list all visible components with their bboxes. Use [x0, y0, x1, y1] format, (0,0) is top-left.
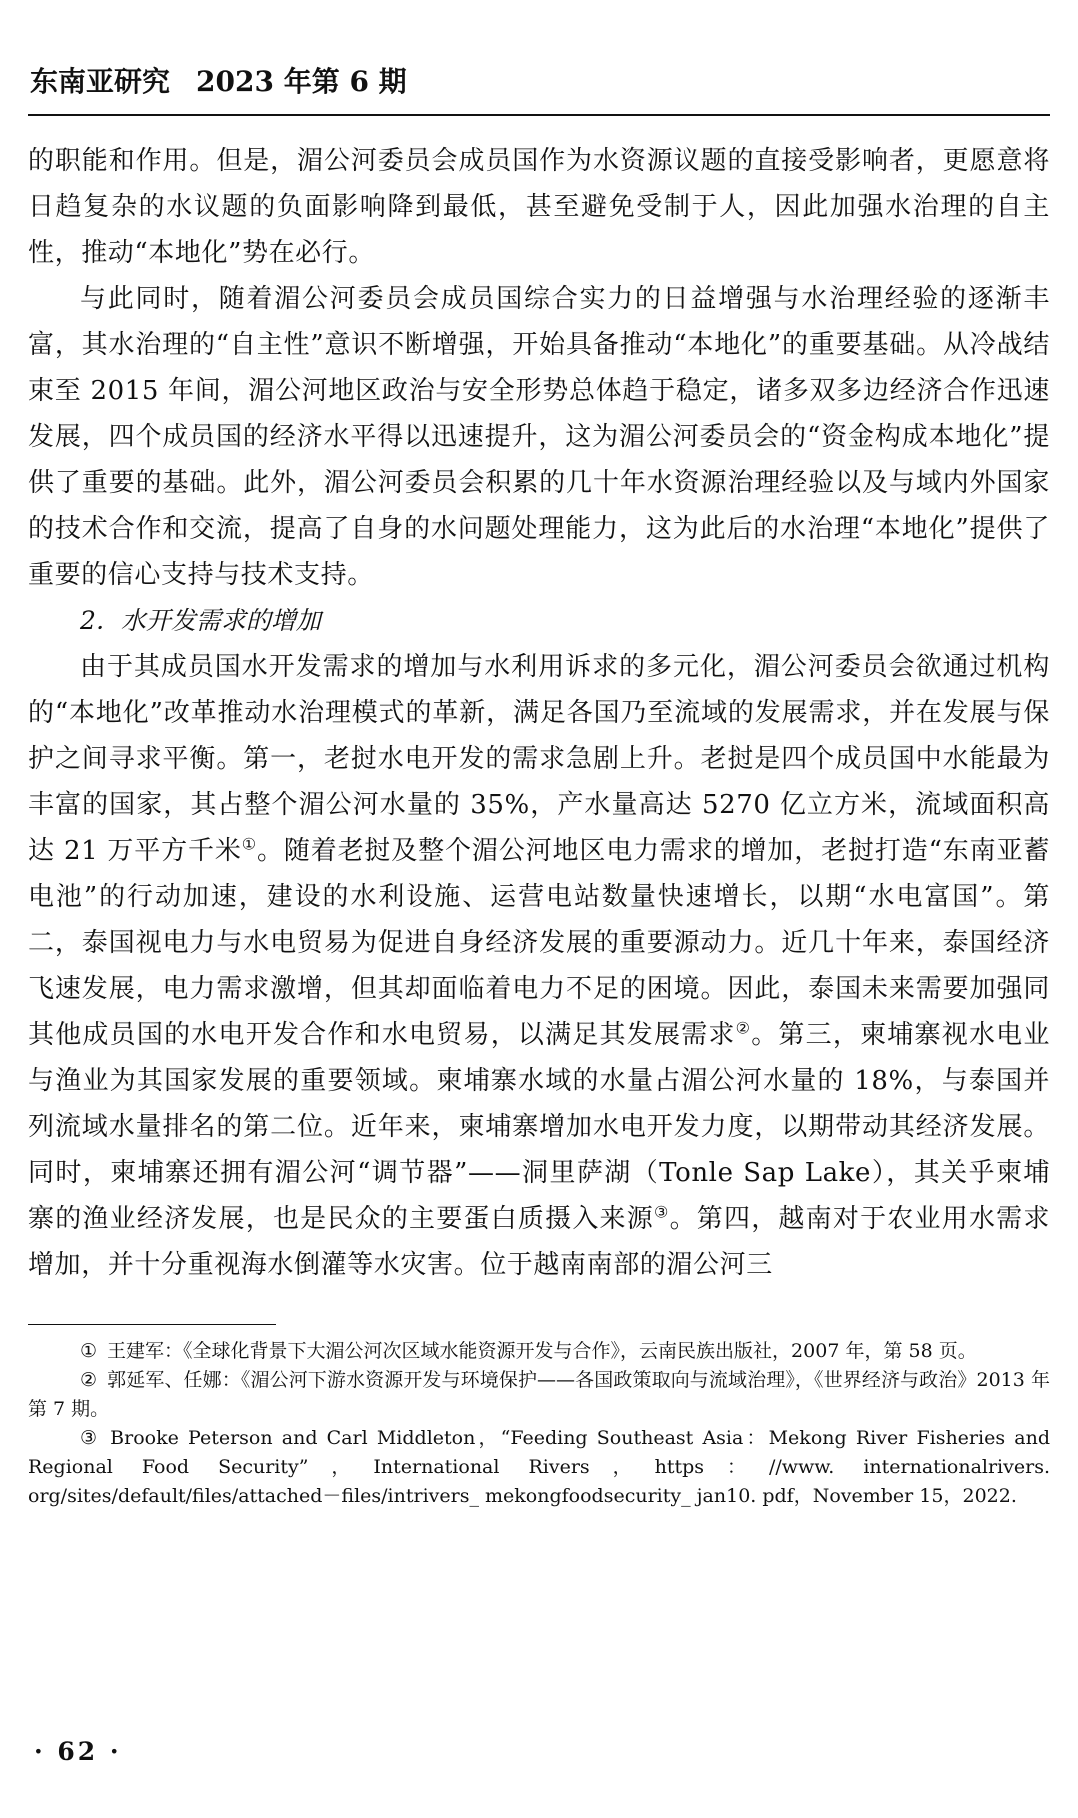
section-heading: 2．水开发需求的增加: [80, 606, 321, 635]
body-text: [28, 138, 1050, 1288]
footnote-text: 郭延军、任娜：《湄公河下游水资源开发与环境保护——各国政策取向与流域治理》，《世界经济与政治》2013 年第 7 期。: [28, 1369, 1050, 1420]
footnote-item: [28, 1337, 1050, 1366]
paragraph-segment: 。第三，柬埔寨视水电业与渔业为其国家发展的重要领域。柬埔寨水域的水量占湄公河水量的 18%，与泰国并列流域水量排名的第二位。近年来，柬埔寨增加水电开发力度，以期带动其经济发展。同时，柬埔寨还拥有湄公河“调节器”——洞里萨湖（Tonle Sap Lake），其关乎柬埔寨的渔业经济发展，也是民众的主要蛋白质摄入来源: [28, 1020, 1050, 1234]
footnote-ref-2[interactable]: ②: [735, 1018, 752, 1038]
footnote-ref-1[interactable]: ①: [241, 834, 257, 854]
footnote-item: [28, 1366, 1050, 1424]
page-number: · 62 ·: [34, 1737, 122, 1766]
paragraph: 与此同时，随着湄公河委员会成员国综合实力的日益增强与水治理经验的逐渐丰富，其水治理的“自主性”意识不断增强，开始具备推动“本地化”的重要基础。从冷战结束至 2015 年间，湄公河地区政治与安全形势总体趋于稳定，诸多双多边经济合作迅速发展，四个成员国的经济水平得以迅速提升，这为湄公河委员会的“资金构成本地化”提供了重要的基础。此外，湄公河委员会积累的几十年水资源治理经验以及与域内外国家的技术合作和交流，提高了自身的水问题处理能力，这为此后的水治理“本地化”提供了重要的信心支持与技术支持。: [28, 284, 1050, 590]
header-rule: [28, 114, 1050, 116]
footnotes: [28, 1337, 1050, 1511]
running-header: [28, 60, 1050, 104]
paragraph: [28, 644, 1050, 1288]
issue-label: 2023 年第 6 期: [196, 65, 407, 98]
footnote-rule: [28, 1324, 276, 1325]
footnote-mark: ②: [80, 1369, 98, 1391]
paragraph: 的职能和作用。但是，湄公河委员会成员国作为水资源议题的直接受影响者，更愿意将日趋复杂的水议题的负面影响降到最低，甚至避免受制于人，因此加强水治理的自主性，推动“本地化”势在必行。: [28, 146, 1050, 268]
paragraph-segment: 。第四，越南对于农业用水需求增加，并十分重视海水倒灌等水灾害。位于越南南部的湄公河三: [28, 1204, 1050, 1280]
journal-title: 东南亚研究: [30, 65, 171, 98]
paragraph-segment: 由于其成员国水开发需求的增加与水利用诉求的多元化，湄公河委员会欲通过机构的“本地化”改革推动水治理模式的革新，满足各国乃至流域的发展需求，并在发展与保护之间寻求平衡。第一，老挝水电开发的需求急剧上升。老挝是四个成员国中水能最为丰富的国家，其占整个湄公河水量的 35%，产水量高达 5270 亿立方米，流域面积高达 21 万平方千米: [28, 652, 1050, 866]
footnote-ref-3[interactable]: ③: [654, 1202, 670, 1222]
footnote-mark: ③: [80, 1427, 101, 1449]
page: [28, 60, 1050, 1511]
paragraph-segment: 。随着老挝及整个湄公河地区电力需求的增加，老挝打造“东南亚蓄电池”的行动加速，建设的水利设施、运营电站数量快速增长，以期“水电富国”。第二，泰国视电力与水电贸易为促进自身经济发展的重要源动力。近几十年来，泰国经济飞速发展，电力需求激增，但其却面临着电力不足的困境。因此，泰国未来需要加强同其他成员国的水电开发合作和水电贸易，以满足其发展需求: [28, 836, 1050, 1050]
footnote-text: Brooke Peterson and Carl Middleton，“Feeding Southeast Asia：Mekong River Fisheries and Regional Food Security”，International Rivers，https：//www. internationalrivers. org/sites/default/files/attached－files/intrivers_ mekongfoodsecurity_ jan10. pdf，November 15，2022.: [28, 1427, 1050, 1507]
footnote-text: 王建军：《全球化背景下大湄公河次区域水能资源开发与合作》，云南民族出版社，2007 年，第 58 页。: [107, 1340, 977, 1362]
footnote-mark: ①: [80, 1340, 98, 1362]
footnote-item: [28, 1424, 1050, 1511]
